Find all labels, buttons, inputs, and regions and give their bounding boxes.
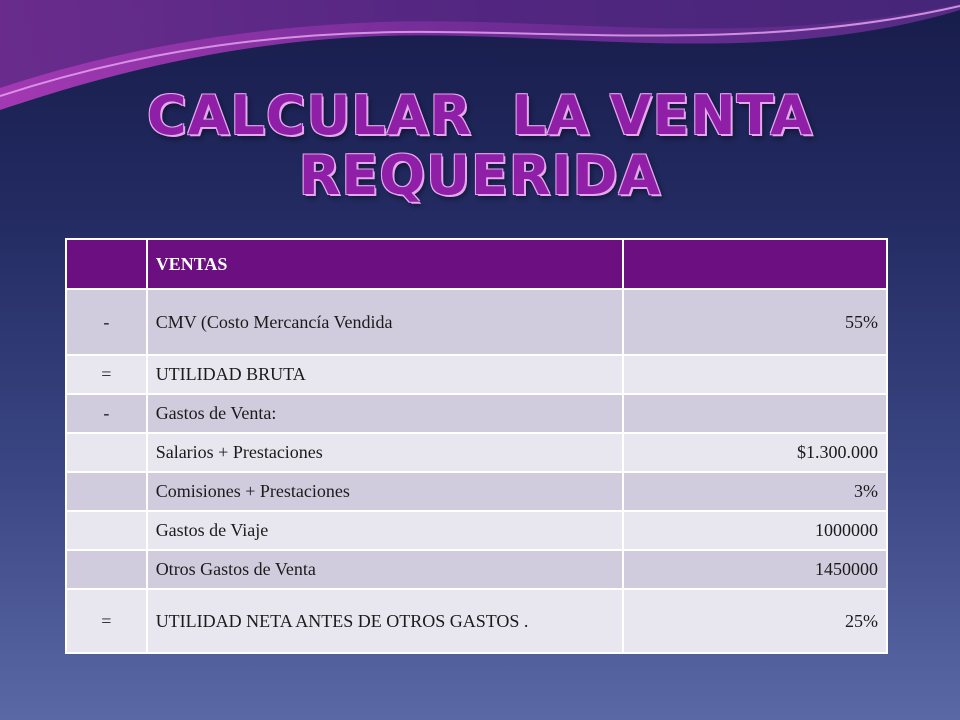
table-header-row — [66, 239, 887, 289]
row-label: UTILIDAD BRUTA — [147, 355, 623, 394]
row-label: Otros Gastos de Venta — [147, 550, 623, 589]
row-label: UTILIDAD NETA ANTES DE OTROS GASTOS . — [147, 589, 623, 653]
row-value: 1000000 — [623, 511, 887, 550]
row-label: Gastos de Venta: — [147, 394, 623, 433]
row-value — [623, 355, 887, 394]
slide-title — [0, 86, 960, 206]
row-value: $1.300.000 — [623, 433, 887, 472]
row-symbol — [66, 511, 147, 550]
row-label: Gastos de Viaje — [147, 511, 623, 550]
row-symbol: = — [66, 589, 147, 653]
table-row — [66, 433, 887, 472]
header-symbol-cell — [66, 239, 147, 289]
row-label: Comisiones + Prestaciones — [147, 472, 623, 511]
table-row — [66, 472, 887, 511]
table-row — [66, 355, 887, 394]
header-value-cell — [623, 239, 887, 289]
row-symbol — [66, 550, 147, 589]
table-row — [66, 511, 887, 550]
table-row — [66, 550, 887, 589]
row-symbol — [66, 433, 147, 472]
row-symbol: - — [66, 394, 147, 433]
sales-table — [65, 238, 888, 654]
row-value — [623, 394, 887, 433]
row-symbol: - — [66, 289, 147, 355]
row-label: Salarios + Prestaciones — [147, 433, 623, 472]
table-row — [66, 589, 887, 653]
row-value: 25% — [623, 589, 887, 653]
row-label: CMV (Costo Mercancía Vendida — [147, 289, 623, 355]
header-label-cell: VENTAS — [147, 239, 623, 289]
row-symbol — [66, 472, 147, 511]
table-row — [66, 394, 887, 433]
row-value: 1450000 — [623, 550, 887, 589]
row-value: 55% — [623, 289, 887, 355]
title-line-2: REQUERIDA — [298, 144, 662, 207]
table-row — [66, 289, 887, 355]
title-line-1: CALCULAR LA VENTA — [147, 84, 813, 147]
row-symbol: = — [66, 355, 147, 394]
row-value: 3% — [623, 472, 887, 511]
